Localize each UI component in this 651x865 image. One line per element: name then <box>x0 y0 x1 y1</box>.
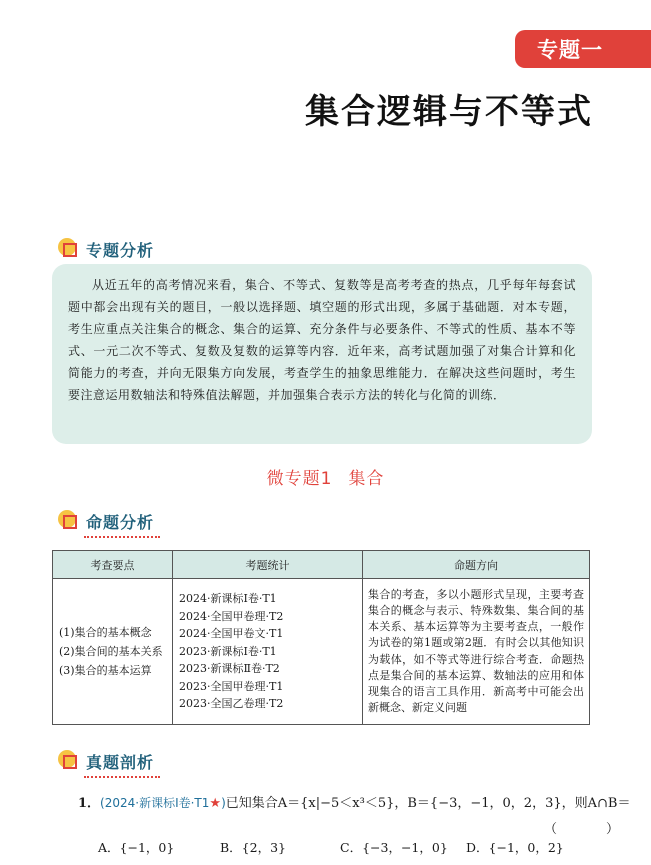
analysis-table <box>52 550 590 725</box>
stat-item: 2024·全国甲卷理·T2 <box>179 609 284 623</box>
option-a[interactable]: A．{−1，0} <box>98 840 175 855</box>
point-item: (1)集合的基本概念 <box>59 626 152 639</box>
section-marker-icon <box>58 750 80 772</box>
section-heading-label: 真题剖析 <box>86 752 155 772</box>
point-item: (2)集合间的基本关系 <box>59 645 163 658</box>
question-source: (2024·新课标Ⅰ卷·T1 <box>100 796 210 810</box>
table-header: 命题方向 <box>363 551 590 579</box>
stat-item: 2024·新课标Ⅰ卷·T1 <box>179 592 277 606</box>
stat-item: 2024·全国甲卷文·T1 <box>179 627 284 641</box>
section-heading-label: 命题分析 <box>86 512 155 532</box>
topic-tab: 专题一 <box>515 30 651 68</box>
option-d[interactable]: D．{−1，0，2} <box>466 840 564 855</box>
table-cell-points <box>53 579 173 725</box>
point-item: (3)集合的基本运算 <box>59 664 152 677</box>
question-stem <box>78 792 631 811</box>
table-header: 考题统计 <box>173 551 363 579</box>
section-heading-real-questions <box>58 748 154 774</box>
analysis-box <box>52 264 592 444</box>
section-heading-analysis <box>58 236 154 262</box>
section-marker-icon <box>58 510 80 532</box>
stat-item: 2023·全国乙卷理·T2 <box>179 697 284 711</box>
table-cell-stats <box>173 579 363 725</box>
micro-topic-number: 微专题1 <box>266 469 333 489</box>
section-marker-icon <box>58 238 80 260</box>
answer-parentheses: （ ） <box>544 822 638 837</box>
section-heading-label: 专题分析 <box>86 240 155 260</box>
option-b[interactable]: B．{2，3} <box>220 840 286 855</box>
question-text: 已知集合A＝{x|−5＜x³＜5}，B＝{−3，−1，0，2，3}，则A∩B＝ <box>225 796 631 811</box>
option-c[interactable]: C．{−3，−1，0} <box>340 840 448 855</box>
page-title: 集合逻辑与不等式 <box>305 92 593 132</box>
stat-item: 2023·全国甲卷理·T1 <box>179 679 284 693</box>
table-cell-direction: 集合的考查，多以小题形式呈现，主要考查集合的概念与表示、特殊数集、集合间的基本关系、基本运算等为主要考查点，一般作为试卷的第1题或第2题．有时会以其他知识为载体，如不等式等进行综合考查．命题热点是集合间的基本运算、数轴法的应用和体现集合的语言工具作用．新高考中可能会出新概念、新定义问题 <box>363 579 590 725</box>
stat-item: 2023·新课标Ⅱ卷·T2 <box>179 662 280 676</box>
question-number: 1． <box>78 796 101 811</box>
question-source-close: ) <box>221 796 226 810</box>
stat-item: 2023·新课标Ⅰ卷·T1 <box>179 644 277 658</box>
micro-topic-name: 集合 <box>348 469 385 489</box>
micro-topic-title <box>0 464 651 489</box>
analysis-text: 从近五年的高考情况来看，集合、不等式、复数等是高考考查的热点，几乎每年每套试题中都会出现有关的题目，一般以选择题、填空题的形式出现，多属于基础题．对本专题，考生应重点关注集合的概念、集合的运算、充分条件与必要条件、不等式的性质、基本不等式、一元二次不等式、复数及复数的运算等内容．近年来，高考试题加强了对集合计算和化简能力的考查，并向无限集方向发展，考查学生的抽象思维能力．在解决这些问题时，考生要注意运用数轴法和特殊值法解题，并加强集合表示方法的转化与化简的训练． <box>68 278 576 402</box>
star-icon: ★ <box>209 796 222 811</box>
section-heading-proposition <box>58 508 154 534</box>
table-header: 考查要点 <box>53 551 173 579</box>
answer-options <box>98 838 618 858</box>
